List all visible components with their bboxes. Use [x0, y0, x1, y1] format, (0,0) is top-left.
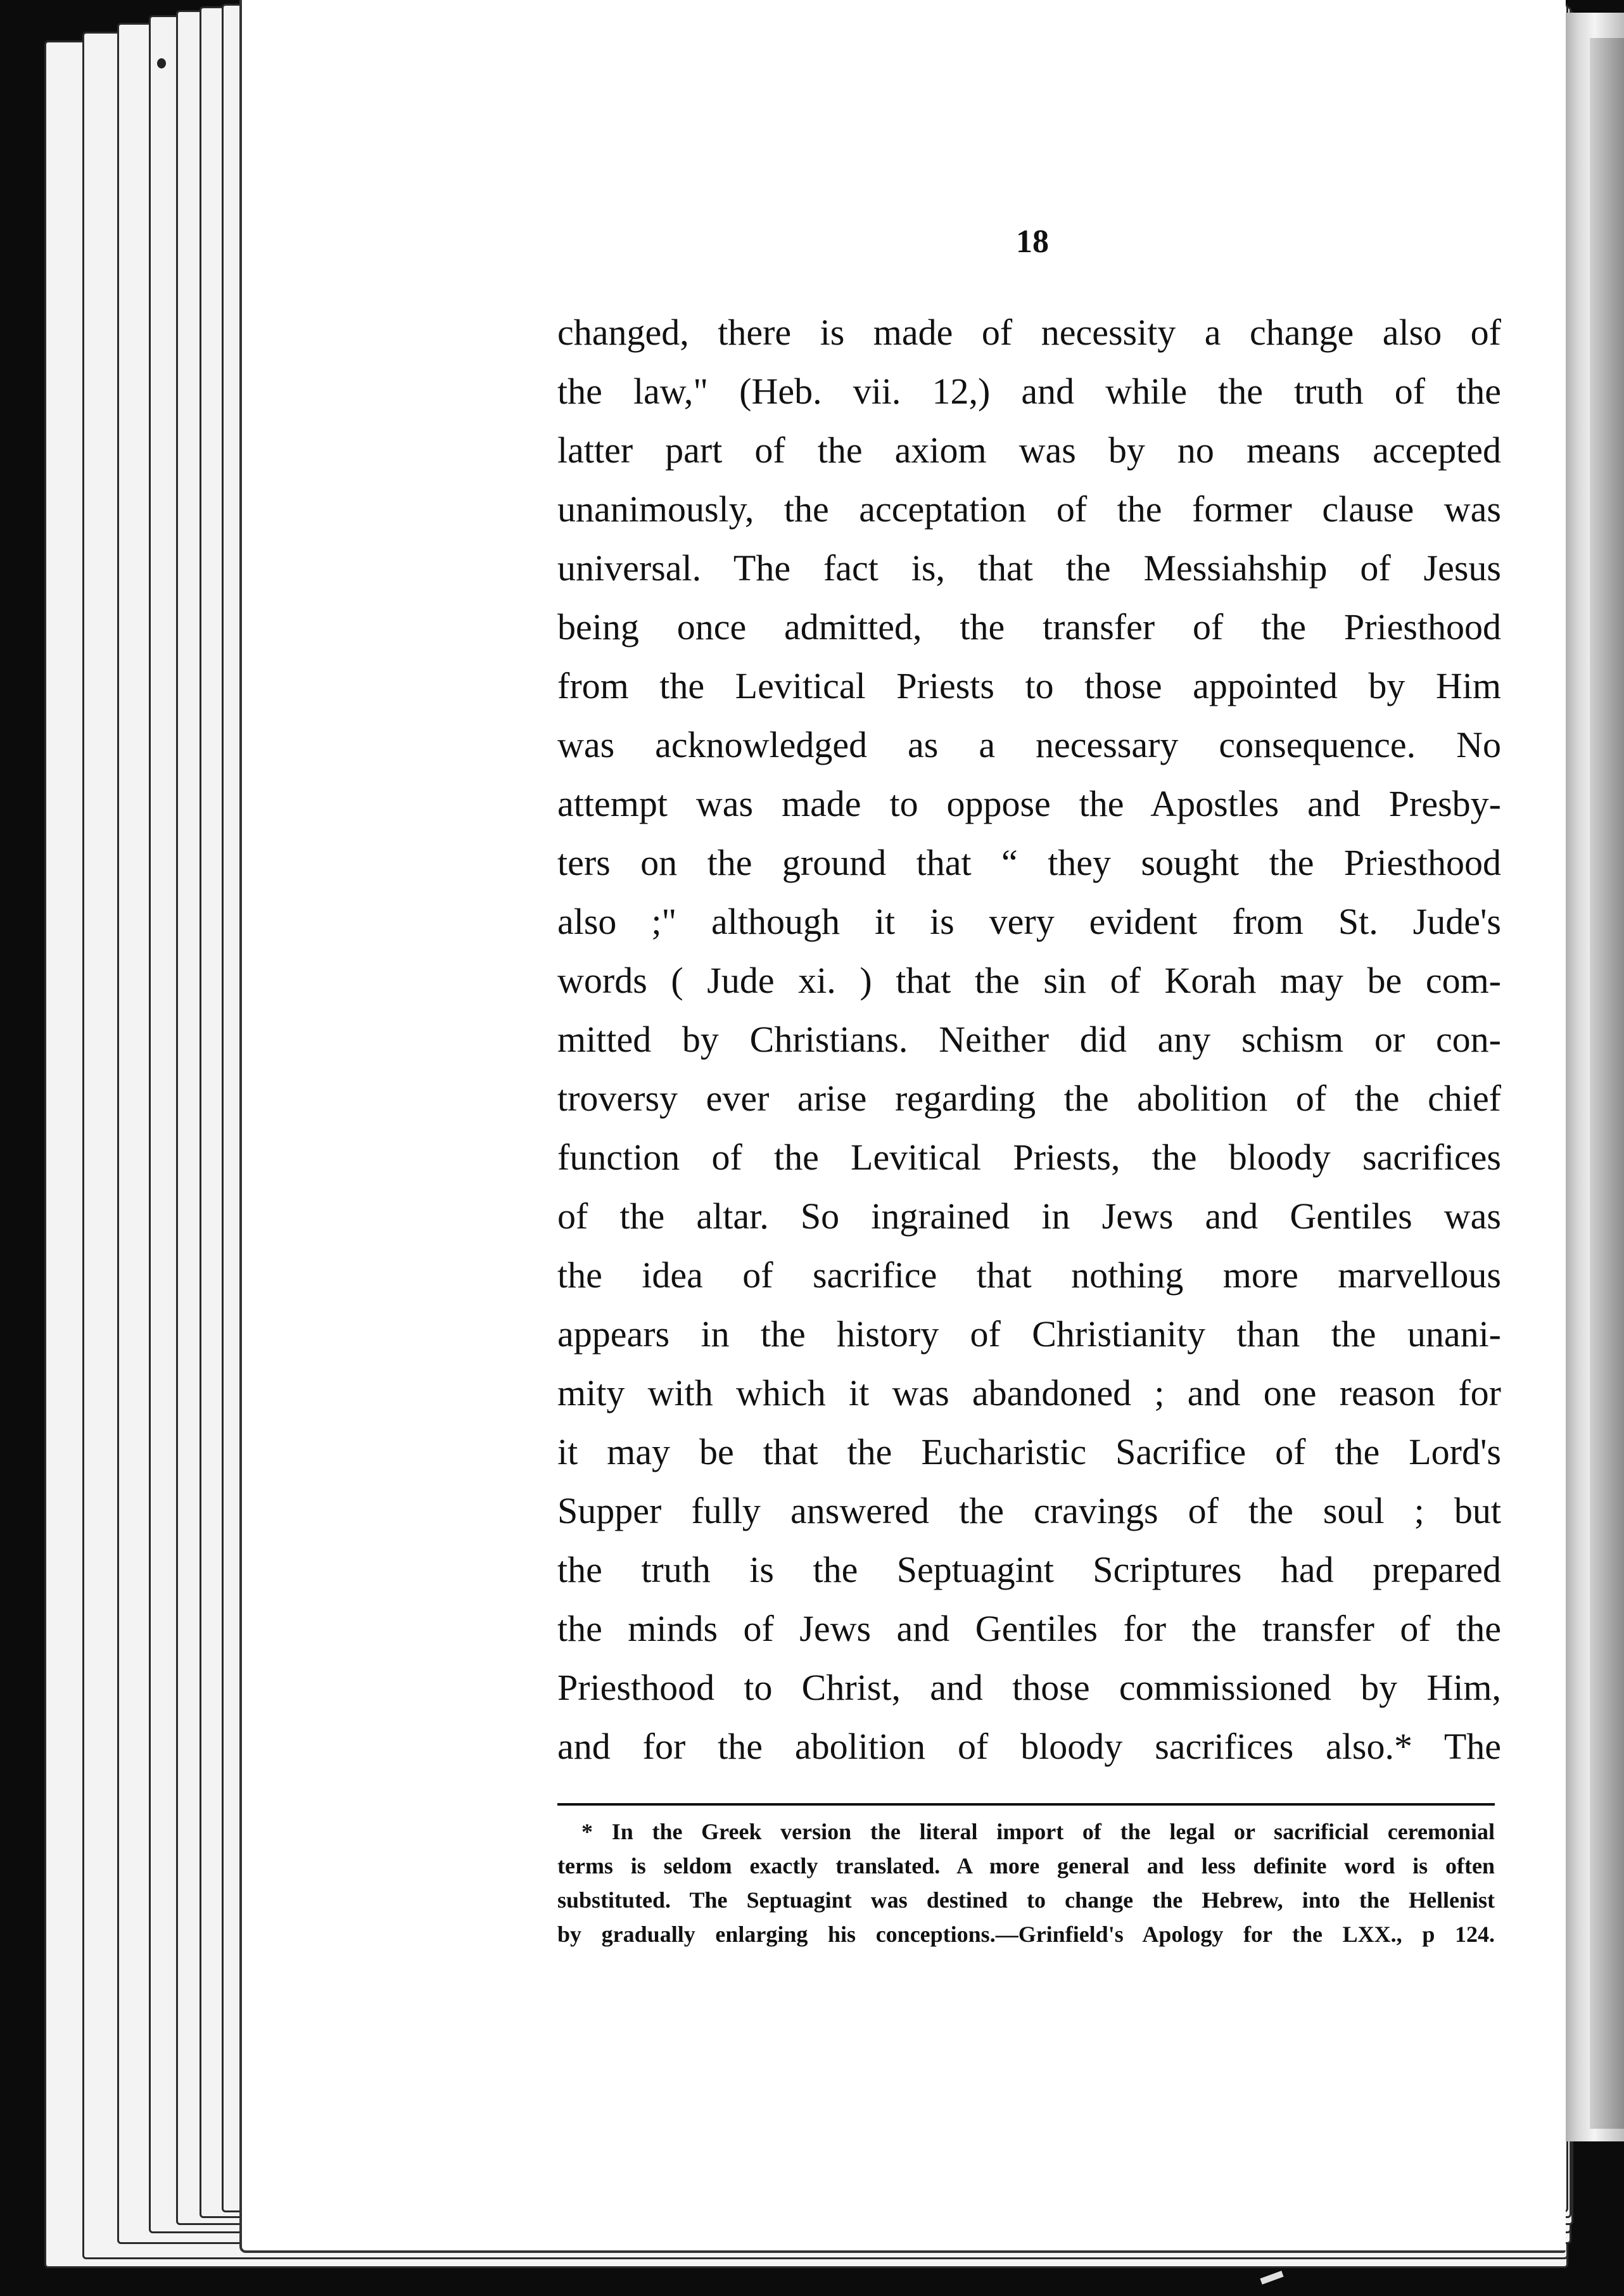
text-line: of the altar. So ingrained in Jews and Gentiles was [557, 1196, 1501, 1237]
body-text [557, 303, 1501, 1776]
text-line: was acknowledged as a necessary consequence. No [557, 724, 1501, 765]
text-line: changed, there is made of necessity a change also of [557, 312, 1501, 353]
text-line: mitted by Christians. Neither did any schism or con- [557, 1019, 1501, 1060]
text-line: also ;" although it is very evident from St. Jude's [557, 901, 1501, 942]
text-line: function of the Levitical Priests, the bloody sacrifices [557, 1137, 1501, 1178]
footnote-line: terms is seldom exactly translated. A more general and less definite word is often [557, 1853, 1495, 1878]
text-line: latter part of the axiom was by no means accepted [557, 430, 1501, 471]
text-line: from the Levitical Priests to those appointed by Him [557, 665, 1501, 706]
text-line: troversy ever arise regarding the abolition of the chief [557, 1078, 1501, 1119]
text-line: being once admitted, the transfer of the Priesthood [557, 606, 1501, 647]
text-line: unanimously, the acceptation of the former clause was [557, 488, 1501, 530]
footnote-divider [557, 1803, 1495, 1806]
footnote [557, 1814, 1495, 1951]
text-line: the idea of sacrifice that nothing more marvellous [557, 1254, 1501, 1296]
text-line: ters on the ground that “ they sought the Priesthood [557, 842, 1501, 883]
book-binding-edge [1590, 38, 1624, 2129]
scan-artifact [1260, 2271, 1283, 2285]
text-line: universal. The fact is, that the Messiahship of Jesus [557, 547, 1501, 589]
text-line: mity with which it was abandoned ; and one reason for [557, 1372, 1501, 1413]
text-line: words ( Jude xi. ) that the sin of Korah may be com- [557, 960, 1501, 1001]
footnote-line: * In the Greek version the literal import of the legal or sacrificial ceremonial [581, 1819, 1495, 1844]
text-line: the law," (Heb. vii. 12,) and while the truth of the [557, 371, 1501, 412]
text-line: it may be that the Eucharistic Sacrifice of the Lord's [557, 1431, 1501, 1472]
ink-spot [157, 58, 166, 68]
footnote-line: substituted. The Septuagint was destined to change the Hebrew, into the Hellenist [557, 1887, 1495, 1913]
text-line: Supper fully answered the cravings of the soul ; but [557, 1490, 1501, 1531]
text-line: the minds of Jews and Gentiles for the transfer of the [557, 1608, 1501, 1649]
text-line: attempt was made to oppose the Apostles and Presby- [557, 783, 1501, 824]
page-number: 18 [1016, 224, 1049, 260]
footnote-line: by gradually enlarging his conceptions.—Grinfield's Apology for the LXX., p 124. [557, 1922, 1495, 1947]
text-line: and for the abolition of bloody sacrifices also.* The [557, 1726, 1501, 1767]
text-line: Priesthood to Christ, and those commissioned by Him, [557, 1667, 1501, 1708]
text-line: the truth is the Septuagint Scriptures had prepared [557, 1549, 1501, 1590]
text-line: appears in the history of Christianity than the unani- [557, 1313, 1501, 1355]
